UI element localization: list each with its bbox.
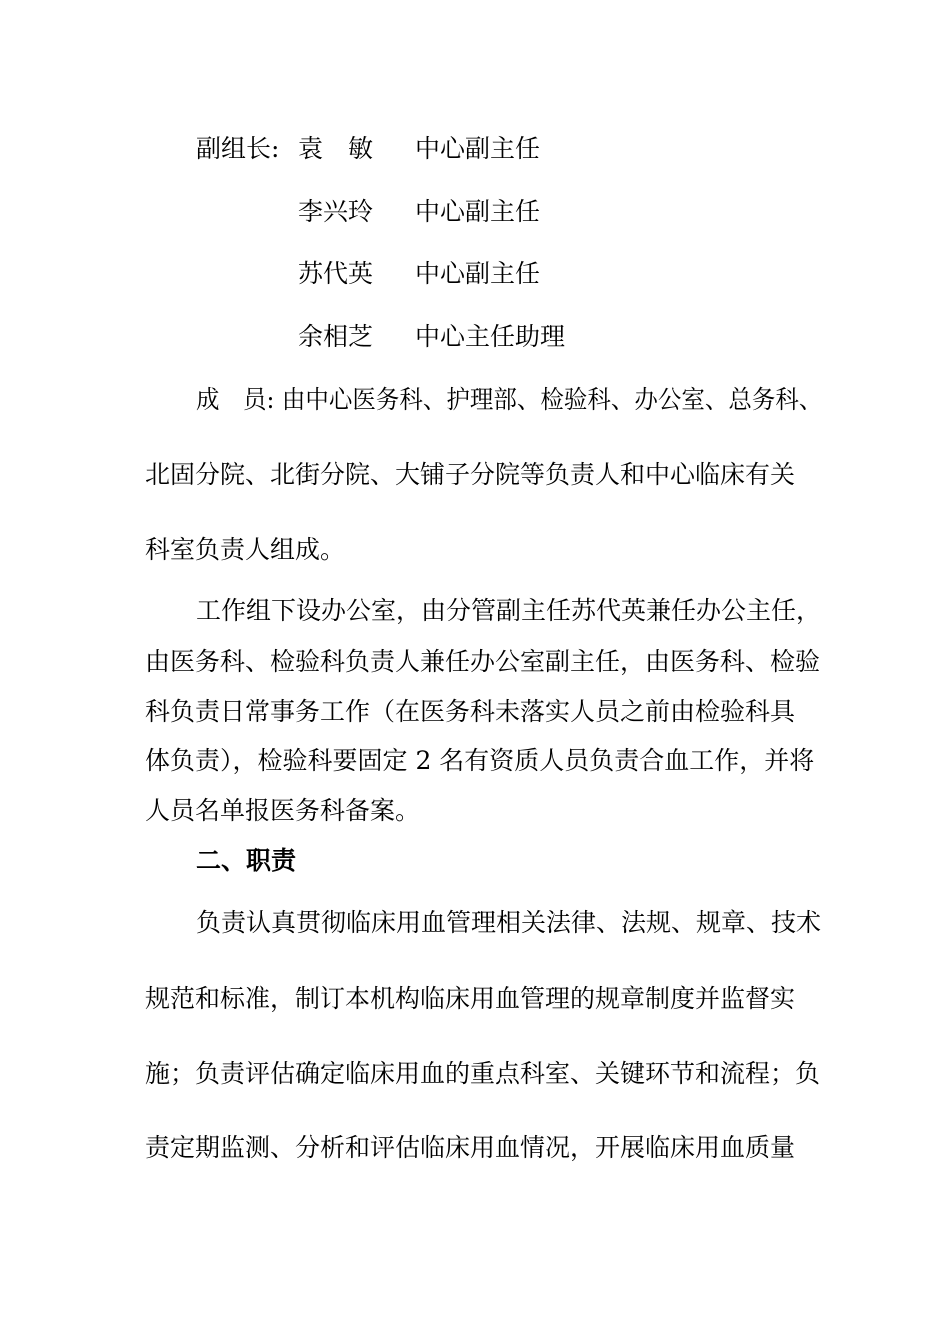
members-line: 成 员: 由中心医务科、护理部、检验科、办公室、总务科、 <box>196 385 823 414</box>
duties-line: 责定期监测、分析和评估临床用血情况，开展临床用血质量 <box>145 1133 796 1162</box>
office-line: 工作组下设办公室，由分管副主任苏代英兼任办公主任， <box>196 596 822 625</box>
duties-line: 规范和标准，制订本机构临床用血管理的规章制度并监督实 <box>145 984 796 1013</box>
duties-line: 负责认真贯彻临床用血管理相关法律、法规、规章、技术 <box>196 908 822 937</box>
deputy-name: 余相芝 <box>298 322 374 351</box>
deputy-title: 中心副主任 <box>415 134 541 163</box>
deputy-name: 袁 敏 <box>298 134 374 163</box>
deputy-leader-label: 副组长: <box>196 134 280 163</box>
duties-line: 施；负责评估确定临床用血的重点科室、关键环节和流程；负 <box>145 1059 821 1088</box>
deputy-title: 中心副主任 <box>415 259 541 288</box>
deputy-name: 苏代英 <box>298 259 374 288</box>
office-line: 科负责日常事务工作（在医务科未落实人员之前由检验科具 <box>145 697 796 726</box>
deputy-title: 中心主任助理 <box>415 322 566 351</box>
members-line: 科室负责人组成。 <box>145 535 346 564</box>
office-line: 由医务科、检验科负责人兼任办公室副主任，由医务科、检验 <box>145 647 821 676</box>
deputy-name: 李兴玲 <box>298 197 374 226</box>
office-line: 人员名单报医务科备案。 <box>145 796 421 825</box>
deputy-title: 中心副主任 <box>415 197 541 226</box>
office-line: 体负责），检验科要固定 2 名有资质人员负责合血工作，并将 <box>145 746 815 775</box>
members-line: 北固分院、北街分院、大铺子分院等负责人和中心临床有关 <box>145 460 796 489</box>
section-heading: 二、职责 <box>196 846 297 875</box>
